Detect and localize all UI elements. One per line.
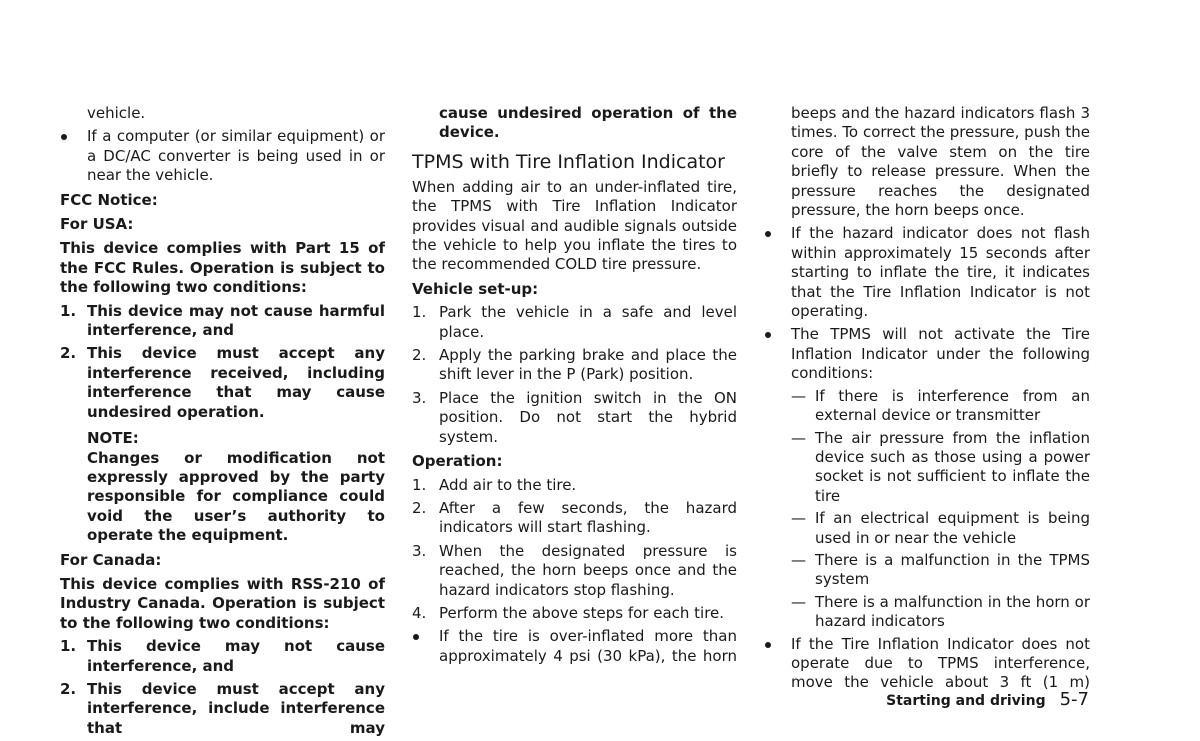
dash-item-text: The air pressure from the inflation device such as those using a power socket is not sufficient to inflate the tire xyxy=(815,428,1090,505)
list-item xyxy=(412,389,737,447)
list-item-text: This device may not cause harmful interference, and xyxy=(87,301,385,340)
list-item-text: When the designated pressure is reached, the horn beeps once and the hazard indicators stop flashing. xyxy=(439,541,737,599)
dash-item-text: If there is interference from an external device or transmitter xyxy=(815,386,1090,425)
dash-item xyxy=(764,429,1090,507)
usa-text: This device complies with Part 15 of the FCC Rules. Operation is subject to the following two conditions: xyxy=(60,239,385,297)
column-left xyxy=(60,104,385,738)
list-item xyxy=(412,542,737,600)
bullet-icon xyxy=(61,134,67,140)
bullet-text: If the hazard indicator does not flash within approximately 15 seconds after starting to inflate the tire, it indicates that the Tire Inflation Indicator is not operating. xyxy=(791,224,1090,321)
bullet-item xyxy=(764,224,1090,321)
list-item-text: Place the ignition switch in the ON position. Do not start the hybrid system. xyxy=(439,388,737,446)
list-number: 1. xyxy=(412,475,427,494)
section-name: Starting and driving xyxy=(886,693,1046,709)
condition-list xyxy=(764,387,1090,632)
page-footer xyxy=(886,690,1089,711)
column-right xyxy=(764,104,1090,693)
bullet-item xyxy=(412,627,737,666)
list-item-text: This device must accept any interference, include interference that may xyxy=(87,679,385,737)
dash-icon: — xyxy=(791,592,806,611)
list-item-text: Park the vehicle in a safe and level place. xyxy=(439,303,737,341)
list-number: 2. xyxy=(412,498,427,517)
bullet-text: The TPMS will not activate the Tire Inflation Indicator under the following conditions: xyxy=(791,325,1090,383)
list-item-text: After a few seconds, the hazard indicators will start flashing. xyxy=(439,498,737,537)
dash-item-text: There is a malfunction in the TPMS system xyxy=(815,550,1090,589)
list-number: 2. xyxy=(60,679,77,698)
list-item xyxy=(412,303,737,342)
bullet-icon xyxy=(765,642,771,648)
column-middle xyxy=(412,104,737,666)
dash-icon: — xyxy=(791,428,806,447)
bullet-text: If the Tire Inflation Indicator does not operate due to TPMS interference, move the vehicle about 3 ft (1 m) xyxy=(791,634,1090,692)
canada-list xyxy=(60,637,385,738)
list-number: 3. xyxy=(412,541,427,560)
usa-heading: For USA: xyxy=(60,215,134,234)
note-text: Changes or modification not expressly approved by the party responsible for compliance could void the user’s authority to operate the equipment. xyxy=(87,448,385,545)
page-number: 5-7 xyxy=(1059,689,1089,710)
dash-item xyxy=(764,551,1090,590)
canada-text: This device complies with RSS-210 of Industry Canada. Operation is subject to the following two conditions: xyxy=(60,574,385,632)
list-number: 1. xyxy=(60,637,77,656)
setup-label: Vehicle set-up: xyxy=(412,279,539,298)
list-item xyxy=(60,344,385,422)
list-number: 1. xyxy=(60,301,77,320)
dash-item xyxy=(764,593,1090,632)
list-item xyxy=(412,346,737,385)
list-number: 2. xyxy=(60,344,77,363)
list-item xyxy=(60,680,385,738)
list-number: 2. xyxy=(412,346,427,365)
bullet-icon xyxy=(765,332,771,338)
dash-icon: — xyxy=(791,509,806,528)
list-number: 3. xyxy=(412,388,427,407)
list-item-text: This device must accept any interference received, including interference that may cause undesired operation. xyxy=(87,344,385,421)
continued-text: vehicle. xyxy=(87,104,146,122)
dash-item-text: If an electrical equipment is being used in or near the vehicle xyxy=(815,509,1090,547)
continued-text: beeps and the hazard indicators flash 3 times. To correct the pressure, push the core of the valve stem on the tire briefly to release pressure. When the pressure reaches the designated pressure, the horn beeps once. xyxy=(791,104,1090,220)
operation-list xyxy=(412,476,737,624)
fcc-notice-heading: FCC Notice: xyxy=(60,190,158,209)
list-item-text: Perform the above steps for each tire. xyxy=(439,603,725,622)
dash-item-text: There is a malfunction in the horn or hazard indicators xyxy=(815,592,1090,631)
list-number: 1. xyxy=(412,303,427,322)
list-item xyxy=(412,476,737,495)
usa-list xyxy=(60,302,385,422)
dash-item xyxy=(764,387,1090,426)
bullet-item xyxy=(764,325,1090,383)
note-block xyxy=(60,429,385,545)
continued-text: cause undesired operation of the device. xyxy=(439,104,737,142)
list-item xyxy=(60,637,385,676)
bullet-item xyxy=(60,127,385,185)
list-number: 4. xyxy=(412,603,427,622)
canada-heading: For Canada: xyxy=(60,550,162,569)
bullet-item xyxy=(764,635,1090,693)
list-item-text: Add air to the tire. xyxy=(439,475,577,494)
list-item xyxy=(412,604,737,623)
note-label: NOTE: xyxy=(87,429,139,448)
list-item xyxy=(60,302,385,341)
list-item-text: This device may not cause interference, and xyxy=(87,637,385,675)
dash-icon: — xyxy=(791,386,806,405)
setup-list xyxy=(412,303,737,447)
dash-icon: — xyxy=(791,550,806,569)
list-item xyxy=(412,499,737,538)
bullet-text: If a computer (or similar equipment) or a DC/AC converter is being used in or near the vehicle. xyxy=(87,127,385,185)
dash-item xyxy=(764,509,1090,548)
intro-text: When adding air to an under-inflated tire, the TPMS with Tire Inflation Indicator provides visual and audible signals outside the vehicle to help you inflate the tires to the recommended COLD tire pressure. xyxy=(412,177,737,274)
bullet-icon xyxy=(413,634,419,640)
operation-label: Operation: xyxy=(412,452,503,471)
section-heading: TPMS with Tire Inflation Indicator xyxy=(412,150,725,173)
list-item-text: Apply the parking brake and place the shift lever in the P (Park) position. xyxy=(439,346,737,384)
bullet-text: If the tire is over-inflated more than approximately 4 psi (30 kPa), the horn xyxy=(439,627,737,665)
bullet-icon xyxy=(765,231,771,237)
